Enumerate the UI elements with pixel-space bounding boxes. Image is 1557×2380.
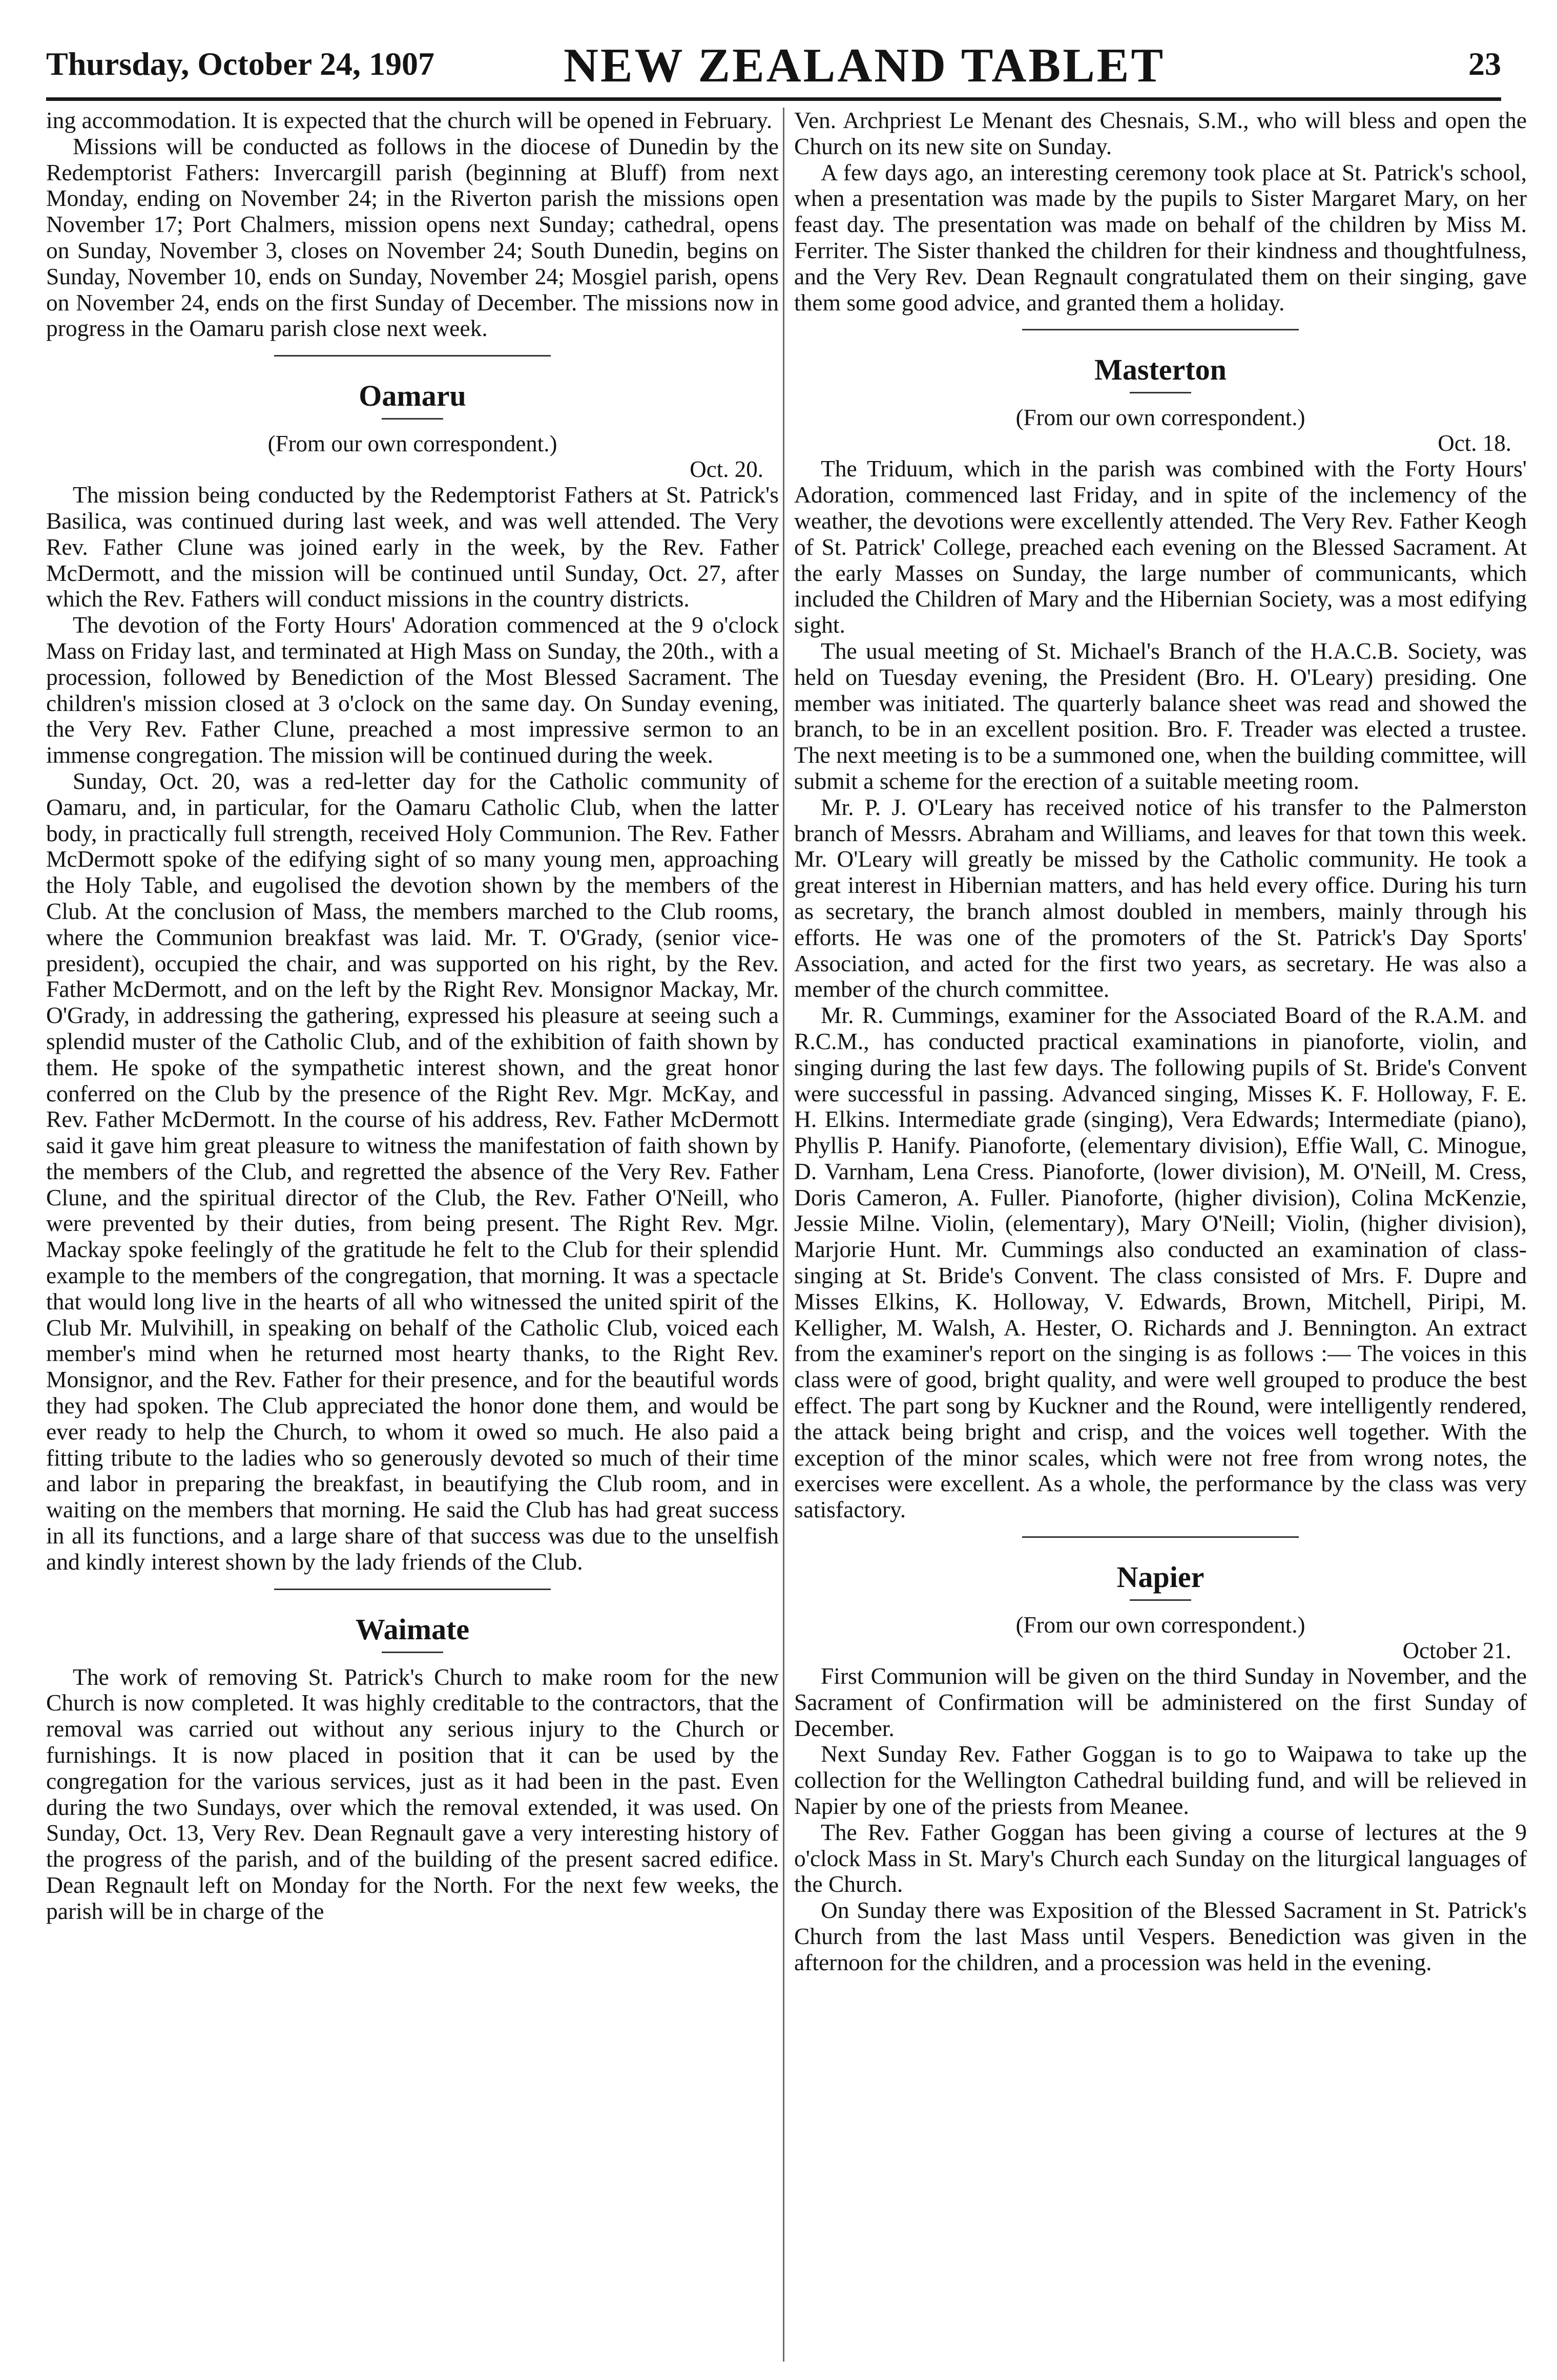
issue-date: Thursday, October 24, 1907 [46,46,434,82]
section-divider [274,1589,551,1590]
section-divider [1022,1536,1299,1538]
article-paragraph: The usual meeting of St. Michael's Branch of the H.A.C.B. Society, was held on Tuesday evening, the President (Bro. H. O'Leary) presiding. One member was initiated. The quarterly balance sheet was read and showed the branch, to be in an excellent position. Bro. F. Treader was elected a trustee. The next meeting is to be a summoned one, when the building committee, will submit a scheme for the erection of a suitable meeting room. [794,637,1527,794]
article-paragraph: Mr. R. Cummings, examiner for the Associated Board of the R.A.M. and R.C.M., has conducted practical examinations in pianoforte, violin, and singing during the last few days. The following pupils of St. Bride's Convent were successful in passing. Advanced singing, Misses K. F. Holloway, F. E. H. Elkins. Intermediate grade (singing), Vera Edwards; Intermediate (piano), Phyllis P. Hanify. Pianoforte, (elementary division), Effie Wall, C. Minogue, D. Varnham, Lena Cress. Pianoforte, (lower division), M. O'Neill, M. Cress, Doris Cameron, A. Fuller. Pianoforte, (higher division), Colina McKenzie, Jessie Milne. Violin, (elementary), Mary O'Neill; Violin, (higher division), Marjorie Hunt. Mr. Cummings also conducted an examination of class-singing at St. Bride's Convent. The class consisted of Mrs. F. Dupre and Misses Elkins, K. Holloway, V. Edwards, Brown, Mitchell, Piripi, M. Kelligher, M. Walsh, A. Hester, O. Richards and J. Bennington. An extract from the examiner's report on the singing is as follows :— The voices in this class were of good, bright quality, and were well grouped to produce the best effect. The part song by Kuckner and the Round, were intelligently rendered, the attack being bright and crisp, and the voices well together. With the exception of the minor scales, which were not free from wrong notes, the exercises were excellent. As a whole, the performance by the class was very satisfactory. [794,1002,1527,1523]
correspondent-byline: (From our own correspondent.) [1015,1612,1305,1638]
section-heading-masterton: Masterton [1094,353,1227,387]
page-header [46,36,1501,101]
section-divider [274,355,551,357]
article-paragraph: Ven. Archpriest Le Menant des Chesnais, S.M., who will bless and open the Church on its new site on Sunday. [794,108,1527,159]
article-paragraph: The devotion of the Forty Hours' Adoration commenced at the 9 o'clock Mass on Friday last, and terminated at High Mass on Sunday, the 20th., with a procession, followed by Benediction of the Most Blessed Sacrament. The children's mission closed at 3 o'clock on the same day. On Sunday evening, the Very Rev. Father Clune, preached a most impressive sermon to an immense congregation. The mission will be continued during the week. [46,612,779,768]
section-heading-oamaru: Oamaru [359,379,466,413]
heading-rule [1130,392,1191,393]
dateline: Oct. 18. [1438,430,1511,456]
masthead-title: NEW ZEALAND TABLET [564,39,1166,92]
article-paragraph: The work of removing St. Patrick's Church to make room for the new Church is now completed. It was highly creditable to the contractors, that the removal was carried out without any serious injury to the Church or furnishings. It is now placed in position that it can be used by the congregation for the various services, just as it had been in the past. Even during the two Sundays, over which the removal extended, it was used. On Sunday, Oct. 13, Very Rev. Dean Regnault gave a very interesting history of the progress of the parish, and of the building of the present sacred edifice. Dean Regnault left on Monday for the North. For the next few weeks, the parish will be in charge of the [46,1663,779,1924]
column-divider [783,108,784,2362]
dateline: Oct. 20. [690,456,763,483]
heading-rule [1130,1599,1191,1601]
section-heading-napier: Napier [1116,1560,1205,1594]
article-paragraph: On Sunday there was Exposition of the Blessed Sacrament in St. Patrick's Church from the last Mass until Vespers. Benediction was given in the afternoon for the children, and a procession was held in the evening. [794,1897,1527,1975]
article-paragraph: The Triduum, which in the parish was combined with the Forty Hours' Adoration, commenced last Friday, and in spite of the inclemency of the weather, the devotions were excellently attended. The Very Rev. Father Keogh of St. Patrick' College, preached each evening on the Blessed Sacrament. At the early Masses on Sunday, the large number of communicants, which included the Children of Mary and the Hibernian Society, was a most edifying sight. [794,455,1527,638]
article-paragraph: The Rev. Father Goggan has been giving a course of lectures at the 9 o'clock Mass in St. Mary's Church each Sunday on the liturgical languages of the Church. [794,1819,1527,1897]
dateline: October 21. [1402,1638,1511,1664]
section-divider [1022,329,1299,330]
article-paragraph: A few days ago, an interesting ceremony took place at St. Patrick's school, when a presentation was made by the pupils to Sister Margaret Mary, on her feast day. The presentation was made on behalf of the children by Miss M. Ferriter. The Sister thanked the children for their kindness and thoughtfulness, and the Very Rev. Dean Regnault congratulated them on their singing, gave them some good advice, and granted them a holiday. [794,159,1527,316]
article-paragraph: Mr. P. J. O'Leary has received notice of his transfer to the Palmerston branch of Messrs. Abraham and Williams, and leaves for that town this week. Mr. O'Leary will greatly be missed by the Catholic community. He took a great interest in Hibernian matters, and has held every office. During his turn as secretary, the branch almost doubled in members, mainly through his efforts. He was one of the promoters of the St. Patrick's Day Sports' Association, and acted for the first two years, as secretary. He was also a member of the church committee. [794,794,1527,1003]
heading-rule [382,1652,443,1653]
left-column [46,108,779,2362]
heading-rule [382,418,443,420]
article-paragraph: Sunday, Oct. 20, was a red-letter day for the Catholic community of Oamaru, and, in particular, for the Oamaru Catholic Club, when the latter body, in practically full strength, received Holy Communion. The Rev. Father McDermott spoke of the edifying sight of so many young men, approaching the Holy Table, and eugolised the devotion shown by the members of the Club. At the conclusion of Mass, the members marched to the Club rooms, where the Communion breakfast was laid. Mr. T. O'Grady, (senior vice-president), occupied the chair, and was supported on his right, by the Rev. Father McDermott, and on the left by the Right Rev. Monsignor Mackay, Mr. O'Grady, in addressing the gathering, expressed his pleasure at seeing such a splendid muster of the Catholic Club, and of the exhibition of faith shown by them. He spoke of the sympathetic interest shown, and the great honor conferred on the Club by the presence of the Right Rev. Mgr. McKay, and Rev. Father McDermott. In the course of his address, Rev. Father McDermott said it gave him great pleasure to witness the manifestation of faith shown by the members of the Club, and regretted the absence of the Very Rev. Father Clune, and the spiritual director of the Club, the Rev. Father O'Neill, who were prevented by their duties, from being present. The Right Rev. Mgr. Mackay spoke feelingly of the gratitude he felt to the Club for their splendid example to the members of the congregation, that morning. It was a spectacle that would long live in the hearts of all who witnessed the united spirit of the Club Mr. Mulvihill, in speaking on behalf of the Catholic Club, voiced each member's mind when he returned most hearty thanks, to the Right Rev. Monsignor, and the Rev. Father for their presence, and for the beautiful words they had spoken. The Club appreciated the honor done them, and would be ever ready to help the Church, to whom it owed so much. He also paid a fitting tribute to the ladies who so generously devoted so much of their time and labor in preparing the breakfast, in beautifying the Club room, and in waiting on the members that morning. He said the Club has had great success in all its functions, and a large share of that success was due to the unselfish and kindly interest shown by the lady friends of the Club. [46,767,779,1575]
article-paragraph: The mission being conducted by the Redemptorist Fathers at St. Patrick's Basilica, was continued during last week, and was well attended. The Very Rev. Father Clune was joined early in the week, by the Rev. Father McDermott, and the mission will be continued until Sunday, Oct. 27, after which the Rev. Fathers will conduct missions in the country districts. [46,482,779,612]
article-paragraph: Next Sunday Rev. Father Goggan is to go to Waipawa to take up the collection for the Wellington Cathedral building fund, and will be relieved in Napier by one of the priests from Meanee. [794,1741,1527,1820]
right-column [794,108,1527,2362]
article-paragraph: First Communion will be given on the third Sunday in November, and the Sacrament of Confirmation will be administered on the first Sunday of December. [794,1663,1527,1741]
page-number: 23 [1468,46,1501,82]
correspondent-byline: (From our own correspondent.) [1015,405,1305,431]
section-heading-waimate: Waimate [355,1612,470,1646]
article-paragraph: ing accommodation. It is expected that the church will be opened in February. [46,108,773,133]
correspondent-byline: (From our own correspondent.) [267,431,557,457]
article-paragraph: Missions will be conducted as follows in the diocese of Dunedin by the Redemptorist Fathers: Invercargill parish (beginning at Bluff) from next Monday, ending on November 24; in the Riverton parish the missions open November 17; Port Chalmers, mission opens next Sunday; cathedral, opens on Sunday, November 3, closes on November 24; South Dunedin, begins on Sunday, November 10, ends on Sunday, November 24; Mosgiel parish, opens on November 24, ends on the first Sunday of December. The missions now in progress in the Oamaru parish close next week. [46,133,779,342]
